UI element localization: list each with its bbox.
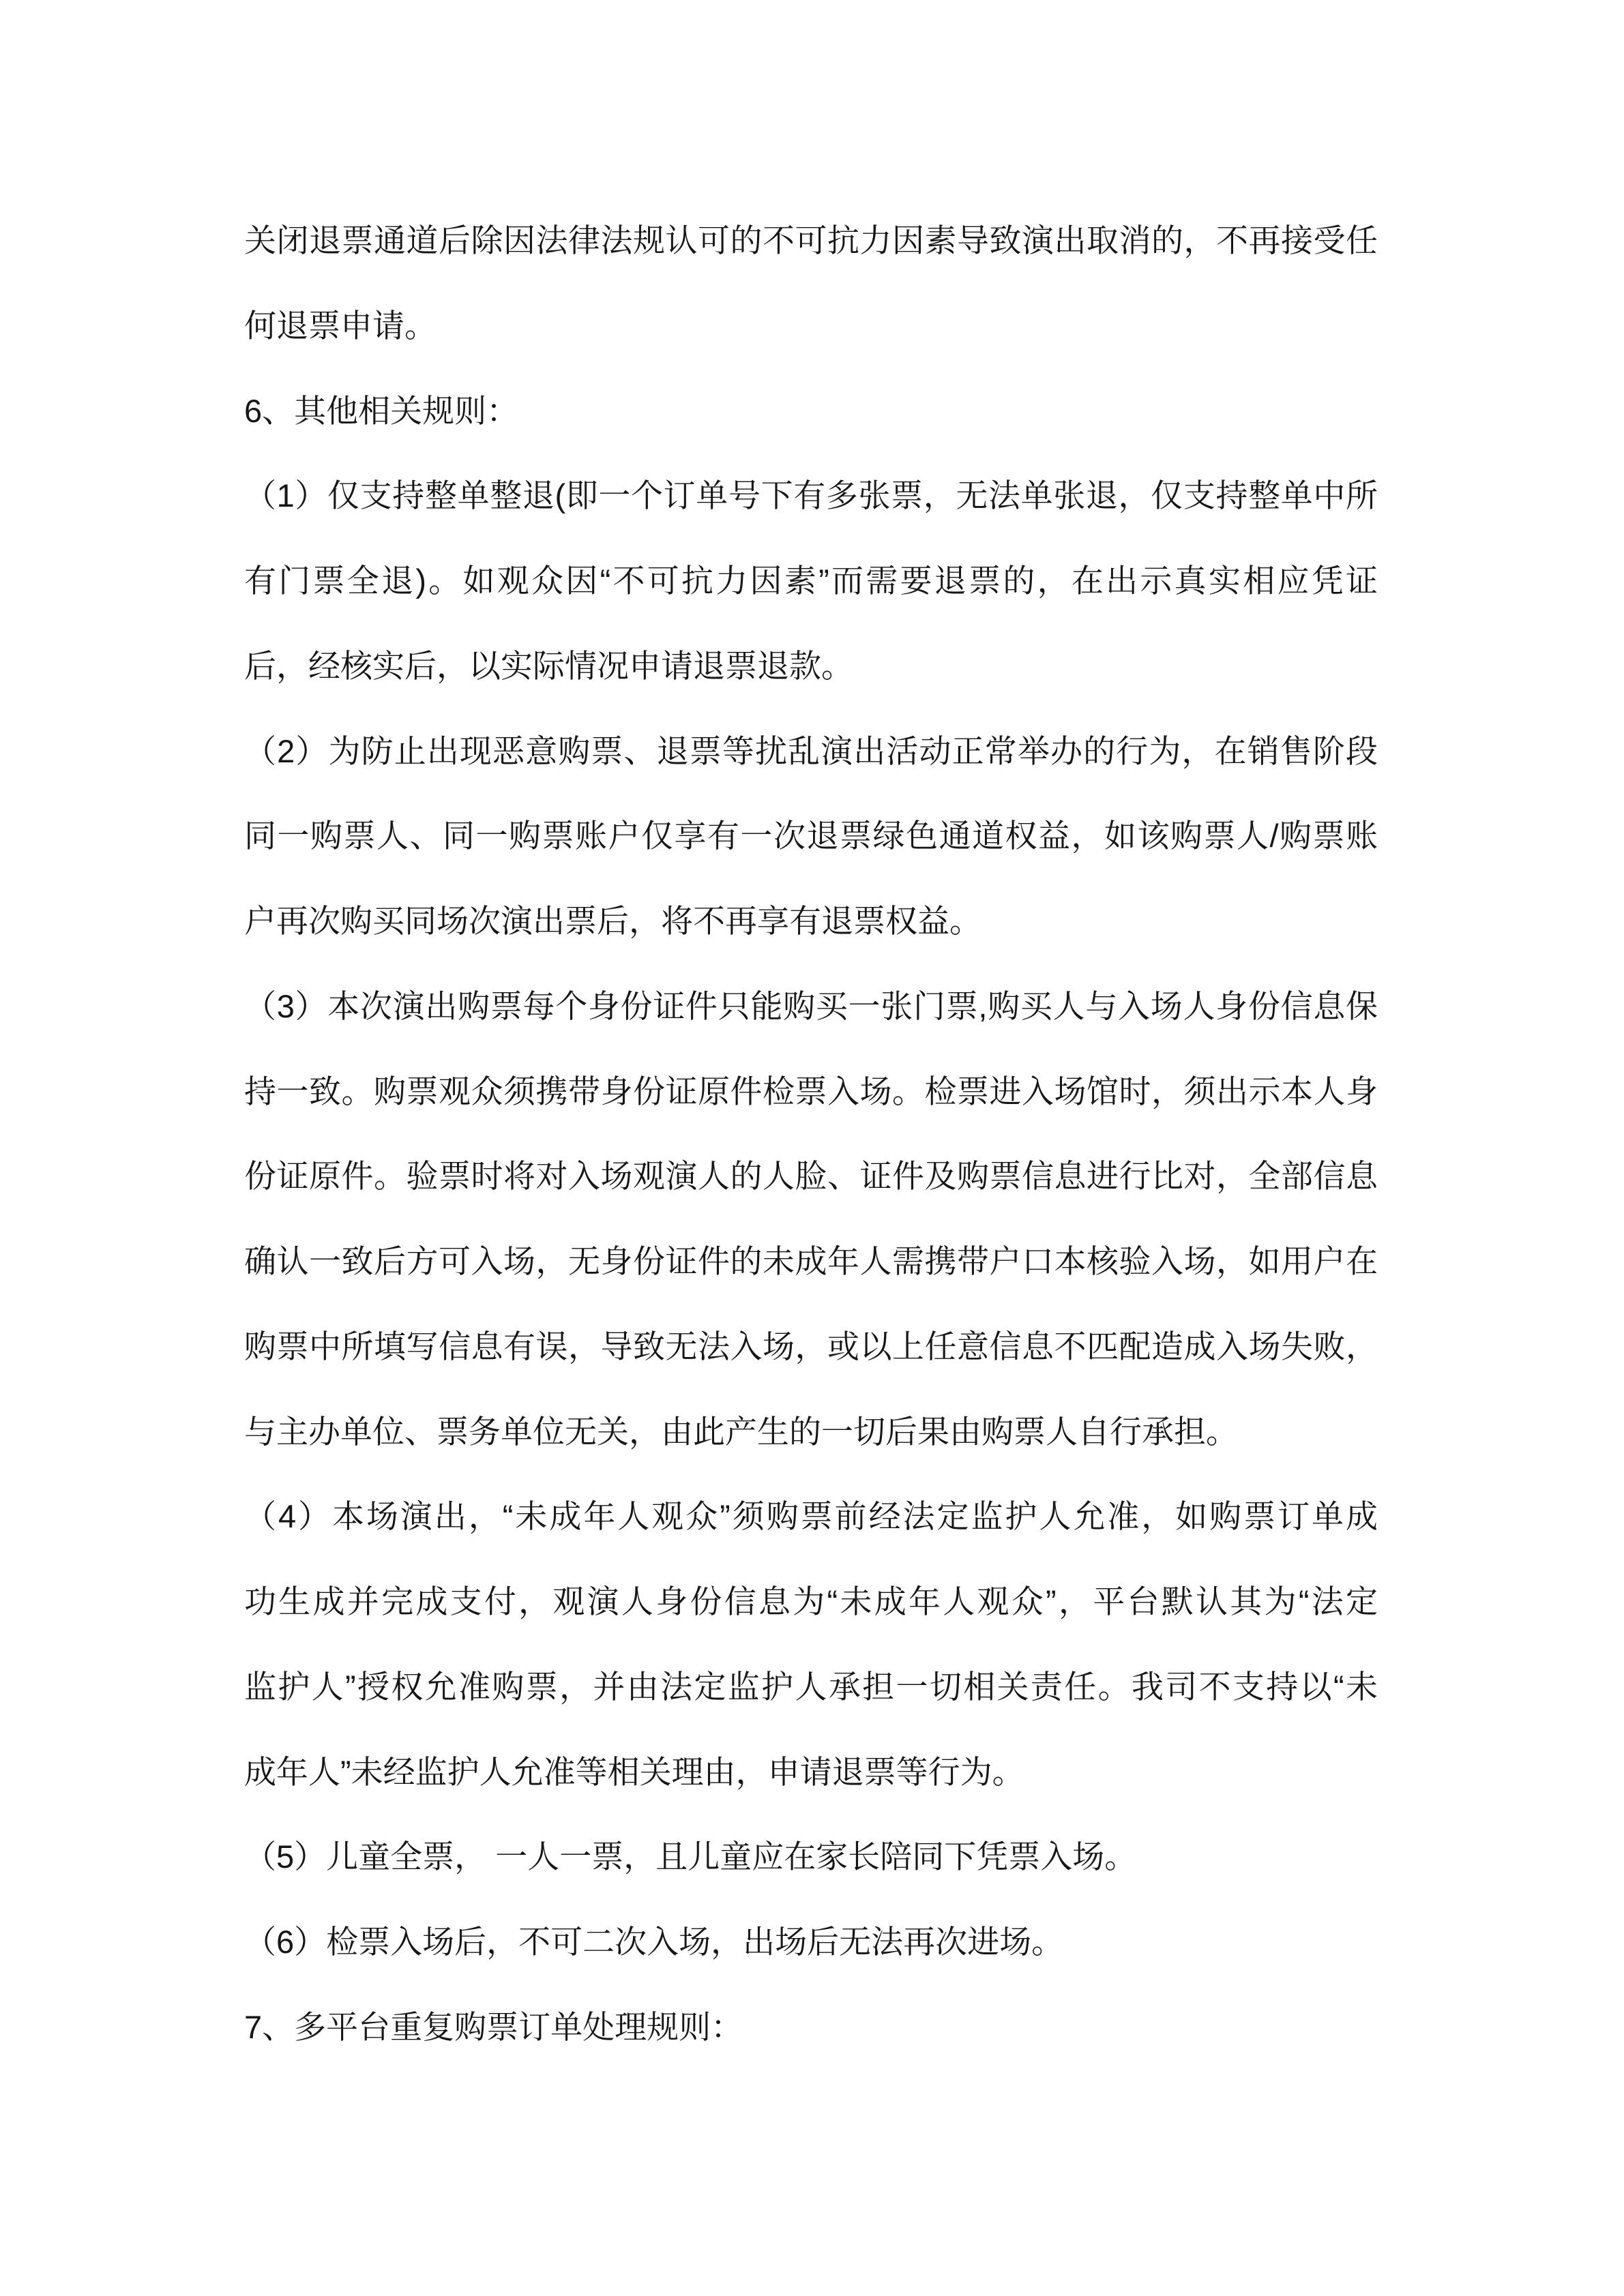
text-line: （4）本场演出，“未成年人观众”须购票前经法定监护人允准，如购票订单成 [244, 1498, 1378, 1535]
text-line: 购票中所填写信息有误，导致无法入场，或以上任意信息不匹配造成入场失败， [244, 1328, 1378, 1365]
text-line: 6、其他相关规则： [244, 392, 519, 429]
text-line: 监护人”授权允准购票，并由法定监护人承担一切相关责任。我司不支持以“未 [244, 1668, 1378, 1705]
text-line: 后，经核实后，以实际情况申请退票退款。 [244, 647, 853, 684]
text-line: 成年人”未经监护人允准等相关理由，申请退票等行为。 [244, 1753, 1024, 1790]
text-line: 份证原件。验票时将对入场观演人的人脸、证件及购票信息进行比对，全部信息 [244, 1158, 1378, 1195]
text-line: 确认一致后方可入场，无身份证件的未成年人需携带户口本核验入场，如用户在 [244, 1243, 1378, 1279]
text-line: 有门票全退)。如观众因“不可抗力因素”而需要退票的，在出示真实相应凭证 [244, 563, 1378, 599]
text-line: 何退票申请。 [244, 307, 437, 344]
text-line: 关闭退票通道后除因法律法规认可的不可抗力因素导致演出取消的，不再接受任 [244, 222, 1378, 258]
text-line: 同一购票人、同一购票账户仅享有一次退票绿色通道权益，如该购票人/购票账 [244, 818, 1378, 854]
text-line: （3）本次演出购票每个身份证件只能购买一张门票,购买人与入场人身份信息保 [244, 987, 1378, 1024]
text-line: 户再次购买同场次演出票后，将不再享有退票权益。 [244, 903, 981, 939]
text-line: （1）仅支持整单整退(即一个订单号下有多张票，无法单张退，仅支持整单中所 [244, 477, 1378, 514]
document-body [244, 198, 1378, 2070]
text-line: （2）为防止出现恶意购票、退票等扰乱演出活动正常举办的行为，在销售阶段 [244, 732, 1378, 769]
text-line: （5）儿童全票， 一人一票，且儿童应在家长陪同下凭票入场。 [244, 1838, 1137, 1875]
text-line: （6）检票入场后，不可二次入场，出场后无法再次进场。 [244, 1924, 1064, 1960]
text-line: 持一致。购票观众须携带身份证原件检票入场。检票进入场馆时，须出示本人身 [244, 1073, 1378, 1109]
text-line: 与主办单位、票务单位无关，由此产生的一切后果由购票人自行承担。 [244, 1413, 1238, 1450]
text-line: 7、多平台重复购票订单处理规则： [244, 2008, 743, 2045]
text-line: 功生成并完成支付，观演人身份信息为“未成年人观众”，平台默认其为“法定 [244, 1583, 1378, 1620]
